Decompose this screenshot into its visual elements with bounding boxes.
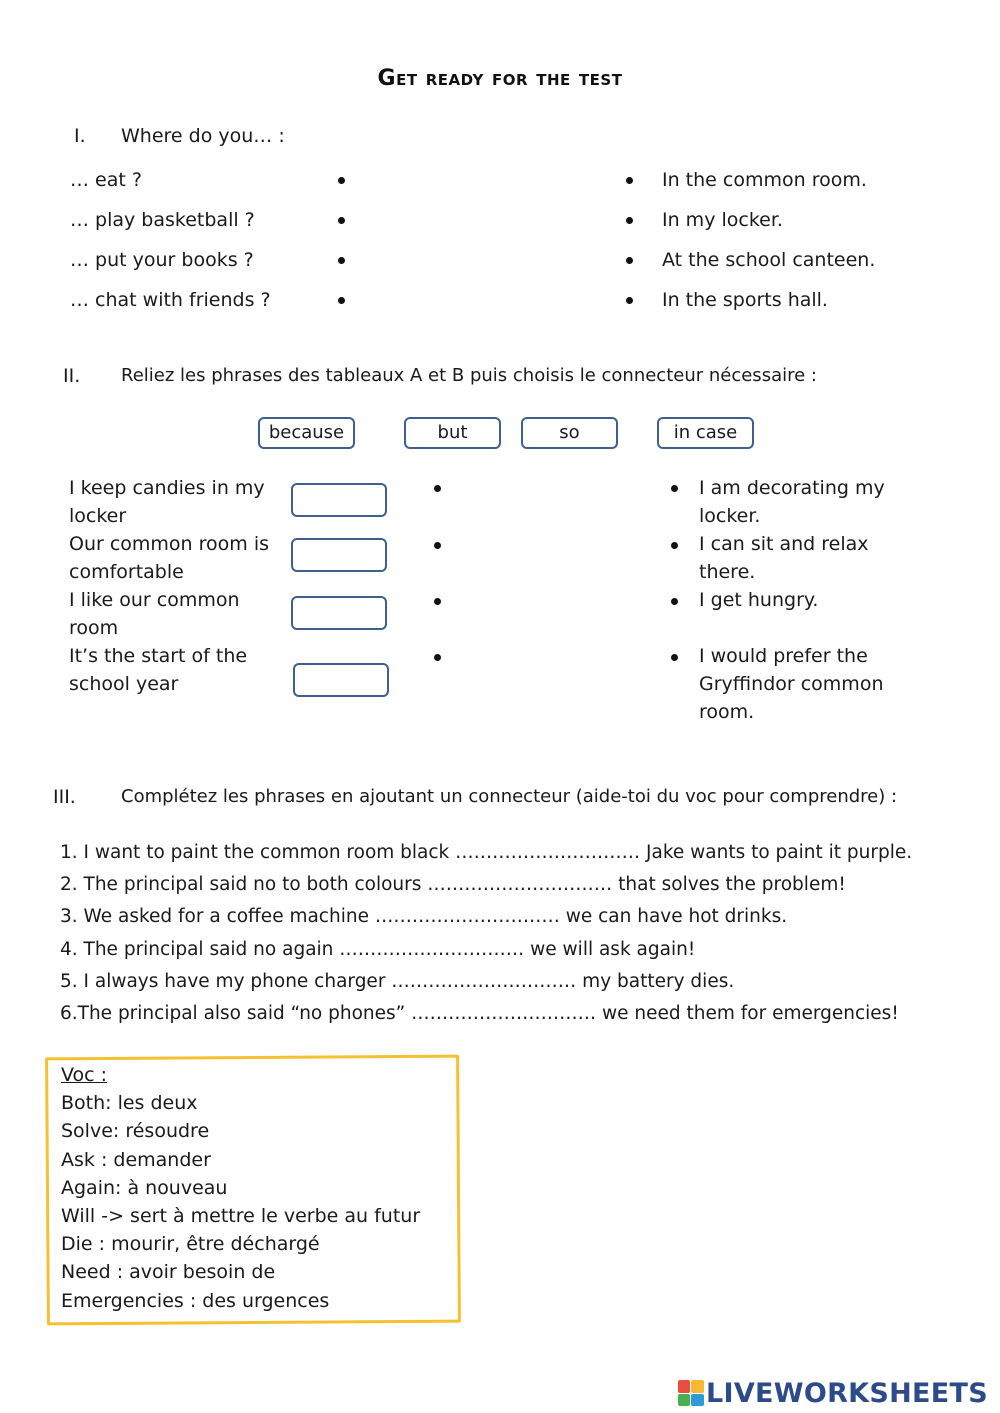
s1-right-item: At the school canteen. xyxy=(662,249,876,271)
s2-left-line: room xyxy=(69,617,119,639)
section-1-heading: Where do you… : xyxy=(121,125,285,147)
s2-left-match-dot[interactable] xyxy=(434,485,441,492)
s3-sentence[interactable]: 2. The principal said no to both colours ………………………… that solves the problem! xyxy=(60,874,846,895)
page-title: Get ready for the test xyxy=(377,66,623,91)
connector-answer-box[interactable] xyxy=(291,538,387,572)
s2-left-line: locker xyxy=(69,505,127,527)
s1-right-match-dot[interactable] xyxy=(626,297,633,304)
s2-right-line: Gryffindor common xyxy=(699,673,884,695)
s1-right-match-dot[interactable] xyxy=(626,177,633,184)
s2-left-item xyxy=(69,642,247,698)
s2-left-line: comfortable xyxy=(69,561,184,583)
s2-right-line: locker. xyxy=(699,505,761,527)
section-2-numeral: II. xyxy=(63,365,81,387)
s1-right-item: In the common room. xyxy=(662,169,867,191)
s1-right-item: In my locker. xyxy=(662,209,783,231)
voc-item: Again: à nouveau xyxy=(61,1176,228,1199)
s1-right-item: In the sports hall. xyxy=(662,289,828,311)
s1-right-match-dot[interactable] xyxy=(626,217,633,224)
s2-right-item xyxy=(699,474,885,530)
s2-right-match-dot[interactable] xyxy=(671,654,678,661)
s1-left-item: … chat with friends ? xyxy=(70,289,271,311)
s2-left-line: Our common room is xyxy=(69,533,270,555)
s2-left-line: I keep candies in my xyxy=(69,477,265,499)
voc-item: Will -> sert à mettre le verbe au futur xyxy=(61,1205,421,1228)
s3-sentence[interactable]: 3. We asked for a coffee machine ………………………… we can have hot drinks. xyxy=(60,906,788,927)
voc-item: Die : mourir, être déchargé xyxy=(61,1233,320,1256)
logo-text: LIVEWORKSHEETS xyxy=(705,1377,988,1409)
s2-left-line: It’s the start of the xyxy=(69,645,248,667)
voc-heading: Voc : xyxy=(61,1064,108,1086)
s2-left-item xyxy=(69,530,269,586)
connector-chip-in-case[interactable]: in case xyxy=(657,417,754,449)
s2-right-item xyxy=(699,530,869,586)
s2-left-line: I like our common xyxy=(69,589,240,611)
s1-left-item: … play basketball ? xyxy=(70,209,255,231)
voc-item: Emergencies : des urgences xyxy=(61,1289,330,1312)
voc-item: Solve: résoudre xyxy=(61,1120,210,1143)
liveworksheets-logo-icon xyxy=(678,1380,704,1406)
s2-right-line: I can sit and relax xyxy=(699,533,869,555)
vocabulary-list xyxy=(61,1061,420,1315)
s2-right-match-dot[interactable] xyxy=(671,485,678,492)
connector-answer-box[interactable] xyxy=(293,663,389,697)
liveworksheets-logo xyxy=(678,1376,988,1410)
section-2-heading: Reliez les phrases des tableaux A et B puis choisis le connecteur nécessaire : xyxy=(121,365,817,386)
s2-left-item xyxy=(69,474,265,530)
s2-right-match-dot[interactable] xyxy=(671,542,678,549)
s2-left-match-dot[interactable] xyxy=(434,598,441,605)
s2-right-line: I am decorating my xyxy=(699,477,885,499)
s2-left-match-dot[interactable] xyxy=(434,654,441,661)
s1-left-item: … eat ? xyxy=(70,169,142,191)
s2-left-item xyxy=(69,586,240,642)
s2-right-line: room. xyxy=(699,701,755,723)
s3-sentence[interactable]: 1. I want to paint the common room black ………………………… Jake wants to paint it purple. xyxy=(60,842,913,863)
section-1-numeral: I. xyxy=(74,125,86,147)
s3-sentence[interactable]: 4. The principal said no again ………………………… we will ask again! xyxy=(60,939,696,960)
voc-item: Both: les deux xyxy=(61,1092,198,1115)
section-3-numeral: III. xyxy=(53,786,76,808)
s3-sentence[interactable]: 5. I always have my phone charger ………………………… my battery dies. xyxy=(60,971,735,992)
connector-chip-but[interactable]: but xyxy=(404,417,501,449)
s2-right-match-dot[interactable] xyxy=(671,598,678,605)
s2-right-line: I would prefer the xyxy=(699,645,868,667)
s3-sentence[interactable]: 6.The principal also said “no phones” ………………………… we need them for emergencies! xyxy=(60,1003,899,1024)
connector-answer-box[interactable] xyxy=(291,483,387,517)
s2-left-match-dot[interactable] xyxy=(434,542,441,549)
s1-left-match-dot[interactable] xyxy=(338,257,345,264)
connector-answer-box[interactable] xyxy=(291,596,387,630)
s1-left-item: … put your books ? xyxy=(70,249,254,271)
voc-item: Ask : demander xyxy=(61,1148,211,1171)
connector-chip-so[interactable]: so xyxy=(521,417,618,449)
s1-left-match-dot[interactable] xyxy=(338,217,345,224)
s1-right-match-dot[interactable] xyxy=(626,257,633,264)
s2-left-line: school year xyxy=(69,673,179,695)
s1-left-match-dot[interactable] xyxy=(338,177,345,184)
section-3-heading: Complétez les phrases en ajoutant un connecteur (aide-toi du voc pour comprendre) : xyxy=(121,786,898,807)
s2-right-line: I get hungry. xyxy=(699,589,819,611)
connector-chip-because[interactable]: because xyxy=(258,417,355,449)
s2-right-item xyxy=(699,642,883,726)
s2-right-item xyxy=(699,586,818,614)
s2-right-line: there. xyxy=(699,561,756,583)
voc-item: Need : avoir besoin de xyxy=(61,1261,276,1284)
s1-left-match-dot[interactable] xyxy=(338,297,345,304)
